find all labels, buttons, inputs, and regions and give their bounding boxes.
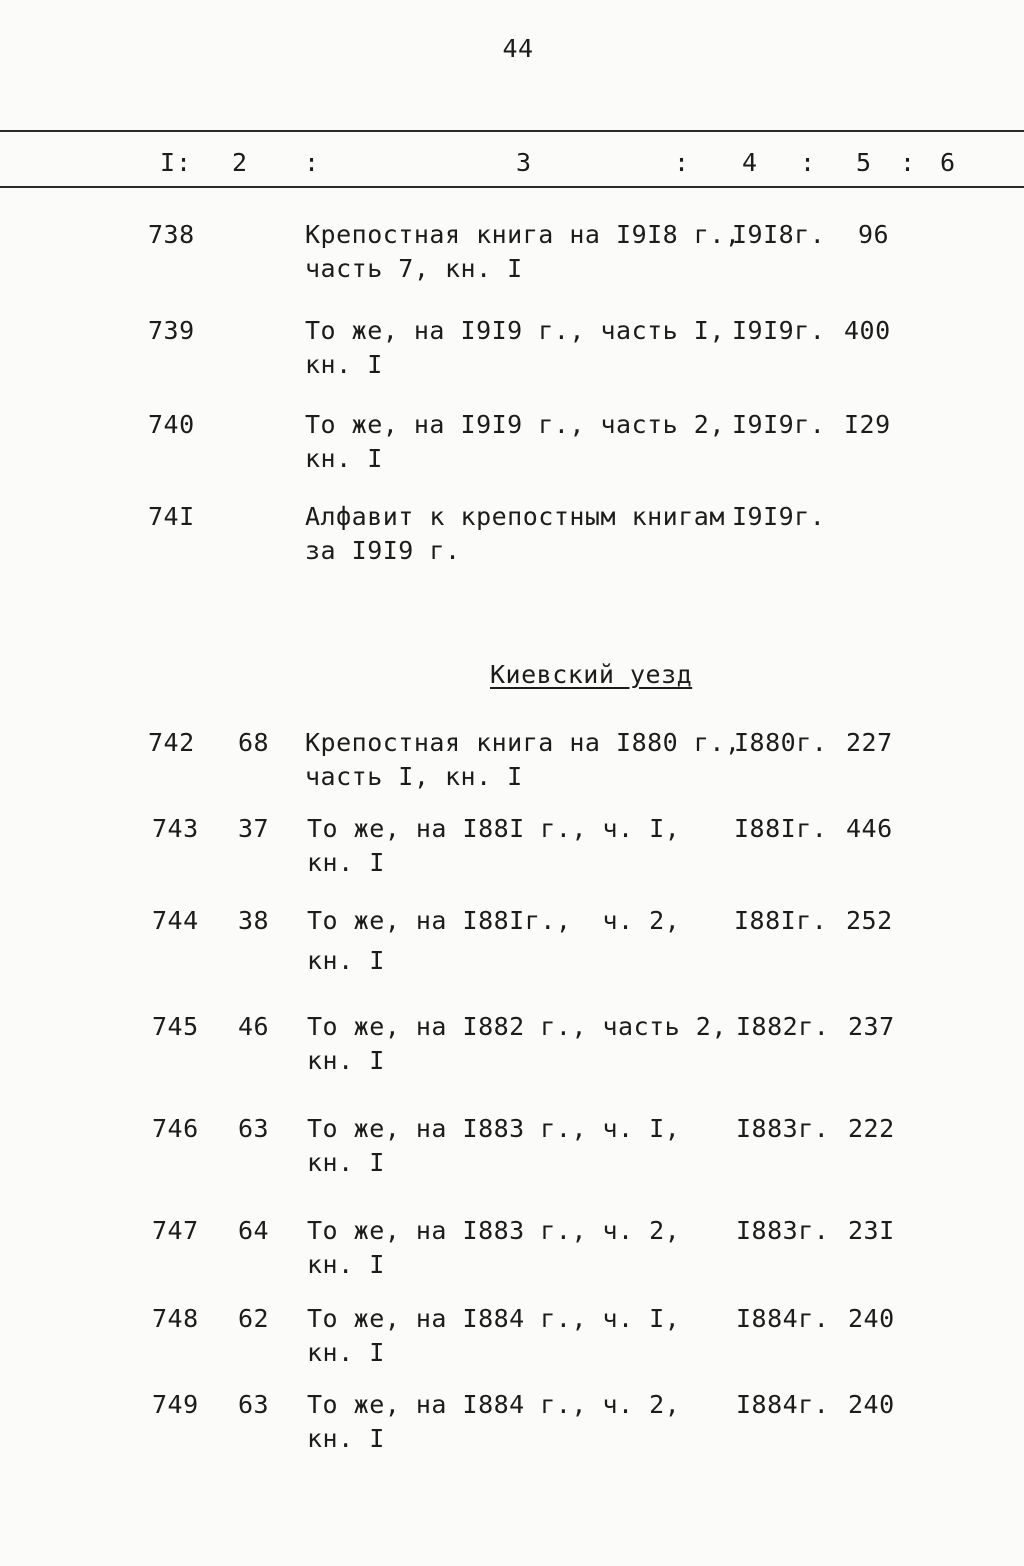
row-pages: I29 xyxy=(844,410,891,439)
table-row xyxy=(0,218,1024,298)
header-col-6: 6 xyxy=(940,148,956,177)
row-title-line-1: То же, на I883 г., ч. I, xyxy=(307,1114,681,1143)
row-title-line-1: То же, на I884 г., ч. I, xyxy=(307,1304,681,1333)
row-title-line-2: за I9I9 г. xyxy=(305,536,461,565)
row-title-line-2: кн. I xyxy=(307,1250,385,1279)
row-pages: 446 xyxy=(846,814,893,843)
header-separator-3: : xyxy=(674,148,690,177)
row-number: 748 xyxy=(152,1304,199,1333)
row-title-line-1: То же, на I88I г., ч. I, xyxy=(307,814,681,843)
section-title: Киевский уезд xyxy=(490,660,693,689)
row-title-line-2: кн. I xyxy=(305,350,383,379)
row-title-line-2: кн. I xyxy=(307,1338,385,1367)
table-row xyxy=(0,408,1024,488)
row-pages: 237 xyxy=(848,1012,895,1041)
table-row xyxy=(0,904,1024,984)
row-date: I882г. xyxy=(736,1012,830,1041)
header-separator-4: : xyxy=(800,148,816,177)
row-date: I9I8г. xyxy=(732,220,826,249)
table-row xyxy=(0,1112,1024,1192)
header-separator-5: : xyxy=(900,148,916,177)
row-number: 747 xyxy=(152,1216,199,1245)
row-number: 738 xyxy=(148,220,195,249)
header-col-2: 2 xyxy=(232,148,248,177)
row-date: I880г. xyxy=(734,728,828,757)
row-title-line-1: То же, на I884 г., ч. 2, xyxy=(307,1390,681,1419)
row-number: 74I xyxy=(148,502,195,531)
header-separator-1: : xyxy=(176,148,192,177)
row-pages: 400 xyxy=(844,316,891,345)
row-number: 739 xyxy=(148,316,195,345)
table-row xyxy=(0,500,1024,580)
row-title-line-1: То же, на I883 г., ч. 2, xyxy=(307,1216,681,1245)
row-old-number: 38 xyxy=(238,906,270,935)
row-title-line-2: часть I, кн. I xyxy=(305,762,523,791)
row-title-line-1: Крепостная книга на I880 г., xyxy=(305,728,741,757)
table-row xyxy=(0,1214,1024,1294)
row-old-number: 64 xyxy=(238,1216,270,1245)
header-bottom-rule xyxy=(0,186,1024,188)
row-pages: 23I xyxy=(848,1216,895,1245)
row-old-number: 62 xyxy=(238,1304,270,1333)
row-pages: 222 xyxy=(848,1114,895,1143)
row-title-line-1: Алфавит к крепостным книгам xyxy=(305,502,725,531)
row-date: I9I9г. xyxy=(732,502,826,531)
row-title-line-1: То же, на I882 г., часть 2, xyxy=(307,1012,727,1041)
row-date: I883г. xyxy=(736,1114,830,1143)
row-old-number: 63 xyxy=(238,1114,270,1143)
header-col-3: 3 xyxy=(516,148,532,177)
row-date: I884г. xyxy=(736,1390,830,1419)
row-number: 740 xyxy=(148,410,195,439)
row-date: I883г. xyxy=(736,1216,830,1245)
row-title-line-1: То же, на I9I9 г., часть 2, xyxy=(305,410,725,439)
row-pages: 227 xyxy=(846,728,893,757)
row-number: 744 xyxy=(152,906,199,935)
row-title-line-2: кн. I xyxy=(307,1046,385,1075)
row-title-line-1: То же, на I88Iг., ч. 2, xyxy=(307,906,681,935)
page-number: 44 xyxy=(502,34,534,63)
row-old-number: 46 xyxy=(238,1012,270,1041)
row-title-line-2: часть 7, кн. I xyxy=(305,254,523,283)
table-row xyxy=(0,726,1024,806)
table-row xyxy=(0,1388,1024,1468)
row-title-line-2: кн. I xyxy=(307,848,385,877)
header-col-1: I xyxy=(160,148,176,177)
row-date: I88Iг. xyxy=(734,814,828,843)
row-date: I88Iг. xyxy=(734,906,828,935)
row-old-number: 37 xyxy=(238,814,270,843)
row-number: 749 xyxy=(152,1390,199,1419)
row-title-line-1: Крепостная книга на I9I8 г., xyxy=(305,220,741,249)
header-top-rule xyxy=(0,130,1024,132)
row-number: 743 xyxy=(152,814,199,843)
row-title-line-1: То же, на I9I9 г., часть I, xyxy=(305,316,725,345)
row-date: I9I9г. xyxy=(732,316,826,345)
row-pages: 240 xyxy=(848,1390,895,1419)
row-title-line-2: кн. I xyxy=(307,1424,385,1453)
row-pages: 252 xyxy=(846,906,893,935)
row-number: 745 xyxy=(152,1012,199,1041)
row-date: I9I9г. xyxy=(732,410,826,439)
row-number: 746 xyxy=(152,1114,199,1143)
row-pages: 96 xyxy=(858,220,890,249)
row-title-line-2: кн. I xyxy=(305,444,383,473)
row-old-number: 68 xyxy=(238,728,270,757)
table-row xyxy=(0,812,1024,892)
header-col-4: 4 xyxy=(742,148,758,177)
table-row xyxy=(0,314,1024,394)
header-col-5: 5 xyxy=(856,148,872,177)
row-pages: 240 xyxy=(848,1304,895,1333)
row-old-number: 63 xyxy=(238,1390,270,1419)
row-date: I884г. xyxy=(736,1304,830,1333)
table-row xyxy=(0,1010,1024,1090)
row-number: 742 xyxy=(148,728,195,757)
row-title-line-2: кн. I xyxy=(307,946,385,975)
table-row xyxy=(0,1302,1024,1382)
row-title-line-2: кн. I xyxy=(307,1148,385,1177)
header-separator-2: : xyxy=(304,148,320,177)
